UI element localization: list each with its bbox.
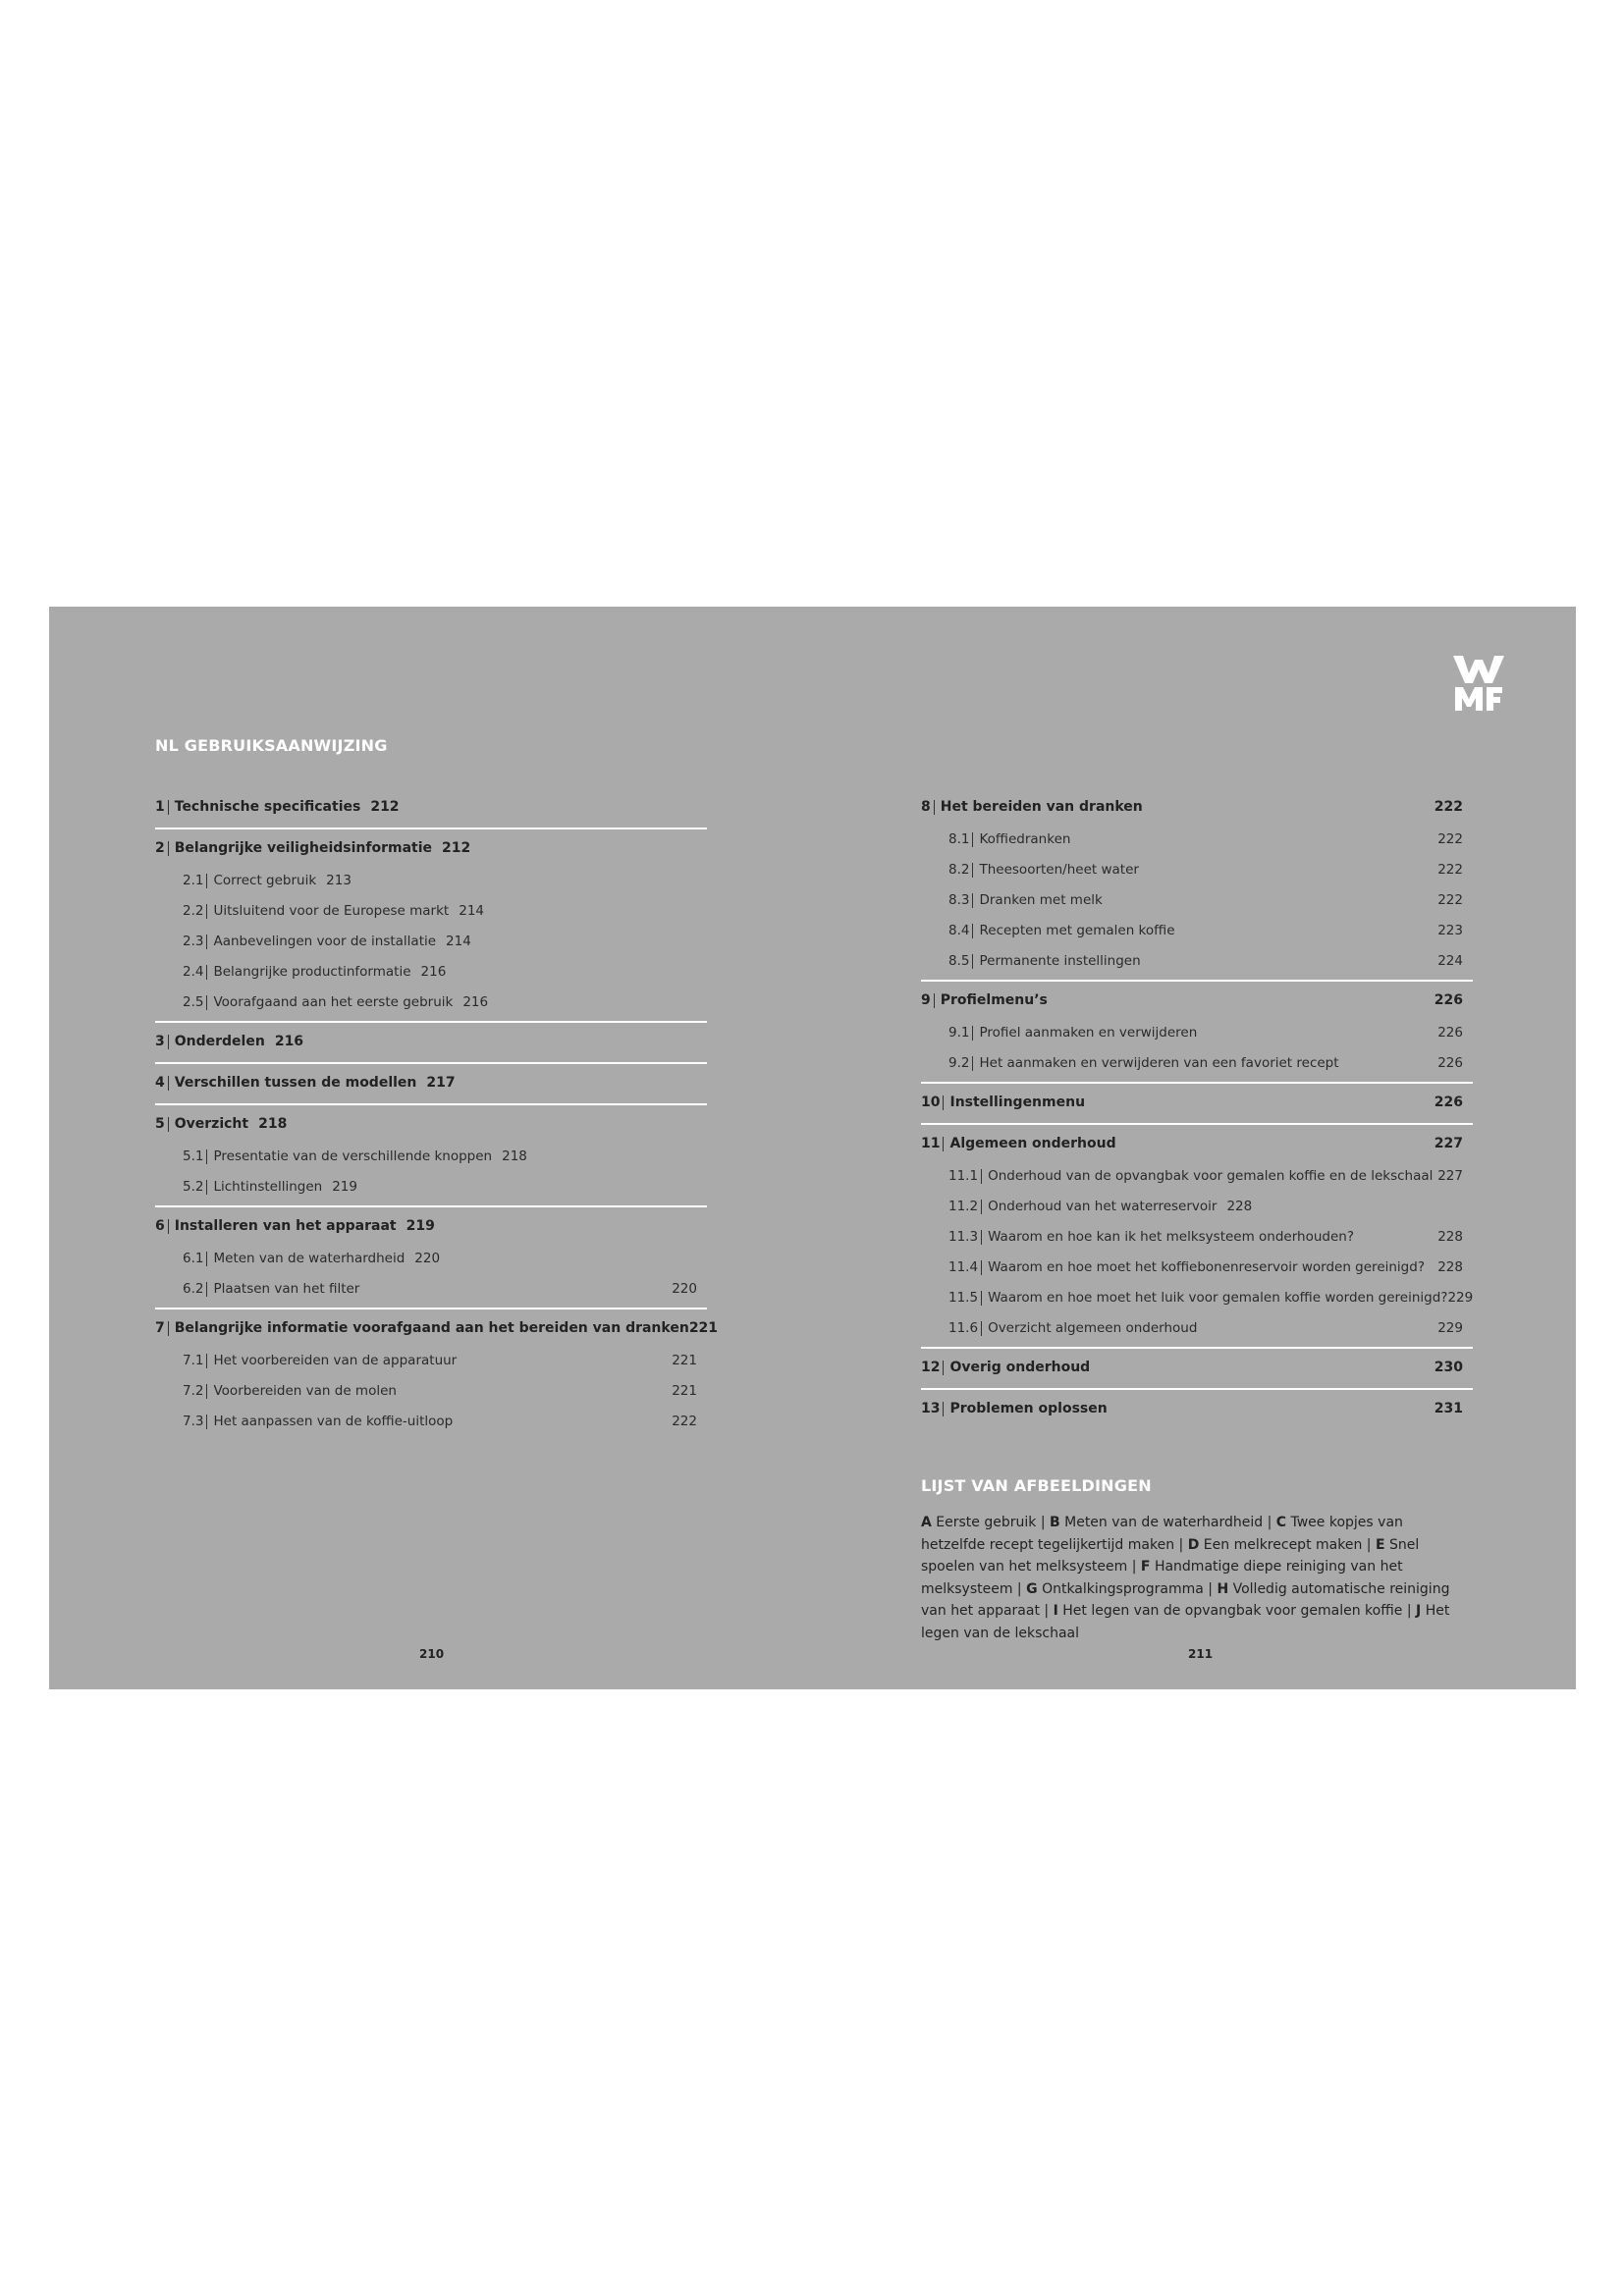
toc-entry-number: 9.2 — [948, 1055, 970, 1071]
toc-entry-left — [183, 927, 471, 957]
toc-entry-page: 213 — [326, 873, 352, 888]
toc-left-column — [155, 790, 719, 1437]
toc-entry-left — [183, 1244, 440, 1274]
section-divider — [155, 1205, 707, 1207]
figure-letter: I — [1053, 1603, 1058, 1619]
toc-entry-separator — [943, 1095, 944, 1110]
figure-title: Een melkrecept maken — [1203, 1536, 1363, 1553]
toc-entry-left — [183, 896, 484, 927]
toc-entry-page: 214 — [459, 903, 485, 919]
toc-section-entry[interactable] — [921, 1392, 1473, 1426]
toc-entry-title: Technische specificaties — [174, 799, 361, 815]
toc-entry-left — [948, 946, 1141, 977]
toc-entry-page: 218 — [258, 1116, 288, 1132]
toc-entry-separator — [206, 1282, 207, 1297]
toc-entry-page: 219 — [406, 1218, 435, 1234]
toc-entry-page: 228 — [1437, 1259, 1463, 1275]
toc-entry-title: Het voorbereiden van de apparatuur — [213, 1353, 458, 1368]
figure-letter: E — [1375, 1536, 1385, 1553]
toc-entry-title: Verschillen tussen de modellen — [174, 1075, 417, 1091]
toc-subsection-entry[interactable] — [155, 866, 707, 896]
toc-entry-page: 230 — [1434, 1360, 1463, 1375]
toc-subsection-entry[interactable] — [155, 896, 707, 927]
toc-entry-left — [183, 1142, 527, 1172]
toc-entry-separator — [934, 800, 935, 815]
toc-entry-title: Uitsluitend voor de Europese markt — [213, 903, 450, 919]
toc-entry-left — [948, 1018, 1197, 1048]
toc-entry-number: 8 — [921, 799, 931, 815]
toc-entry-page: 222 — [1437, 831, 1463, 847]
toc-entry-page: 224 — [1437, 953, 1463, 969]
figure-letter: J — [1416, 1603, 1422, 1619]
toc-entry-number: 10 — [921, 1095, 941, 1110]
toc-section-entry[interactable] — [155, 1066, 707, 1100]
toc-entry-separator — [972, 893, 973, 908]
section-divider — [155, 1062, 707, 1064]
toc-entry-left — [183, 1172, 357, 1202]
toc-entry-page: 222 — [1437, 862, 1463, 878]
toc-entry-number: 5.1 — [183, 1148, 204, 1164]
toc-subsection-entry[interactable] — [921, 855, 1473, 885]
toc-subsection-entry[interactable] — [921, 916, 1473, 946]
toc-entry-separator — [206, 934, 207, 949]
page-number-left: 210 — [419, 1647, 445, 1661]
toc-subsection-entry[interactable] — [155, 1172, 707, 1202]
toc-entry-separator — [972, 863, 973, 878]
toc-entry-separator — [934, 993, 935, 1008]
toc-entry-number: 6.1 — [183, 1251, 204, 1266]
toc-entry-title: Overzicht algemeen onderhoud — [988, 1320, 1198, 1336]
toc-subsection-entry[interactable] — [921, 1222, 1473, 1253]
toc-entry-title: Het aanmaken en verwijderen van een favoriet recept — [979, 1055, 1339, 1071]
toc-entry-title: Onderhoud van de opvangbak voor gemalen koffie en de lekschaal — [988, 1168, 1434, 1184]
toc-entry-number: 11.6 — [948, 1320, 979, 1336]
toc-entry-title: Voorafgaand aan het eerste gebruik — [213, 994, 454, 1010]
toc-entry-page: 227 — [1434, 1136, 1463, 1151]
toc-entry-page: 228 — [1226, 1199, 1253, 1214]
toc-subsection-entry[interactable] — [155, 1274, 707, 1305]
toc-entry-number: 4 — [155, 1075, 165, 1091]
figure-title: Twee kopjes van hetzelfde recept tegelijkertijd maken — [921, 1515, 1403, 1553]
toc-entry-left — [921, 1351, 1090, 1385]
toc-entry-left — [948, 1253, 1425, 1283]
section-divider — [921, 1347, 1473, 1349]
toc-entry-separator — [206, 1384, 207, 1399]
toc-entry-separator — [168, 800, 169, 815]
toc-entry-left — [921, 790, 1143, 825]
toc-entry-left — [921, 1392, 1108, 1426]
toc-entry-title: Overzicht — [174, 1116, 249, 1132]
toc-entry-title: Presentatie van de verschillende knoppen — [213, 1148, 493, 1164]
toc-entry-page: 214 — [446, 934, 471, 949]
toc-entry-left — [948, 1192, 1252, 1222]
toc-entry-title: Profielmenu’s — [940, 992, 1048, 1008]
toc-entry-title: Theesoorten/heet water — [979, 862, 1139, 878]
toc-entry-page: 227 — [1437, 1168, 1463, 1184]
toc-entry-title: Aanbevelingen voor de installatie — [213, 934, 437, 949]
toc-subsection-entry[interactable] — [921, 1313, 1473, 1344]
toc-entry-separator — [168, 1117, 169, 1132]
toc-entry-left — [948, 885, 1103, 916]
page-number-right: 211 — [1188, 1647, 1214, 1661]
toc-subsection-entry[interactable] — [921, 1192, 1473, 1222]
toc-entry-number: 11.1 — [948, 1168, 979, 1184]
toc-section-entry[interactable] — [155, 1025, 707, 1059]
figure-letter: G — [1026, 1580, 1038, 1597]
toc-entry-page: 223 — [1437, 923, 1463, 938]
toc-entry-separator — [981, 1260, 982, 1275]
toc-entry-number: 7.2 — [183, 1383, 204, 1399]
figure-title: Het legen van de opvangbak voor gemalen koffie — [1062, 1603, 1403, 1619]
toc-entry-page: 220 — [672, 1281, 697, 1297]
toc-entry-title: Onderdelen — [174, 1034, 265, 1049]
toc-entry-left — [921, 1086, 1085, 1120]
toc-entry-left — [183, 1376, 397, 1407]
toc-entry-separator — [206, 995, 207, 1010]
figure-title: Eerste gebruik — [936, 1515, 1037, 1530]
toc-entry-page: 222 — [1434, 799, 1463, 815]
toc-entry-title: Permanente instellingen — [979, 953, 1141, 969]
toc-entry-page: 226 — [1434, 992, 1463, 1008]
toc-entry-separator — [168, 1219, 169, 1234]
toc-section-entry[interactable] — [921, 790, 1473, 825]
toc-entry-left — [921, 984, 1048, 1018]
toc-entry-title: Recepten met gemalen koffie — [979, 923, 1175, 938]
toc-subsection-entry[interactable] — [155, 1142, 707, 1172]
toc-entry-separator — [981, 1321, 982, 1336]
toc-entry-page: 221 — [672, 1383, 697, 1399]
toc-entry-separator — [168, 1076, 169, 1091]
toc-entry-number: 11.5 — [948, 1290, 979, 1306]
section-divider — [155, 1021, 707, 1023]
toc-entry-separator — [972, 1056, 973, 1071]
toc-subsection-entry[interactable] — [921, 1048, 1473, 1079]
toc-entry-page: 222 — [672, 1414, 697, 1429]
section-divider — [921, 980, 1473, 982]
toc-subsection-entry[interactable] — [921, 946, 1473, 977]
toc-entry-left — [948, 1048, 1339, 1079]
toc-entry-separator — [206, 874, 207, 888]
toc-entry-title: Instellingenmenu — [949, 1095, 1086, 1110]
toc-entry-title: Lichtinstellingen — [213, 1179, 323, 1195]
toc-entry-page: 228 — [1437, 1229, 1463, 1245]
figure-letter: H — [1217, 1580, 1229, 1597]
toc-subsection-entry[interactable] — [155, 1407, 707, 1437]
toc-entry-separator — [206, 904, 207, 919]
toc-entry-title: Overig onderhoud — [949, 1360, 1091, 1375]
toc-entry-left — [155, 831, 470, 866]
toc-entry-number: 5 — [155, 1116, 165, 1132]
toc-entry-title: Installeren van het apparaat — [174, 1218, 397, 1234]
toc-entry-number: 7.3 — [183, 1414, 204, 1429]
toc-entry-page: 231 — [1434, 1401, 1463, 1416]
figures-list: A Eerste gebruik | B Meten van de waterhardheid | C Twee kopjes van hetzelfde recept tegelijkertijd maken | D Een melkrecept maken | E Snel spoelen van het melksysteem | F Handmatige diepe reiniging van het melksysteem | G Ontkalkingsprogramma | H Volledig automatische reiniging van het apparaat | I Het legen van de opvangbak voor gemalen koffie | J Het legen van de lekschaal — [921, 1515, 1450, 1641]
toc-subsection-entry[interactable] — [155, 988, 707, 1018]
toc-entry-page: 216 — [462, 994, 489, 1010]
toc-entry-page: 226 — [1434, 1095, 1463, 1110]
toc-entry-title: Waarom en hoe moet het koffiebonenreservoir worden gereinigd? — [988, 1259, 1425, 1275]
figure-title: Handmatige diepe reiniging van het melksysteem — [921, 1559, 1403, 1597]
toc-entry-left — [155, 1209, 435, 1244]
toc-entry-left — [948, 855, 1139, 885]
toc-entry-number: 13 — [921, 1401, 941, 1416]
toc-entry-title: Algemeen onderhoud — [949, 1136, 1116, 1151]
toc-subsection-entry[interactable] — [155, 1376, 707, 1407]
toc-entry-number: 2.1 — [183, 873, 204, 888]
toc-entry-number: 6 — [155, 1218, 165, 1234]
toc-right-column — [921, 790, 1473, 1426]
toc-subsection-entry[interactable] — [155, 927, 707, 957]
toc-entry-separator — [168, 1035, 169, 1049]
toc-entry-title: Onderhoud van het waterreservoir — [988, 1199, 1218, 1214]
toc-entry-left — [921, 1127, 1116, 1161]
toc-entry-page: 216 — [274, 1034, 304, 1049]
toc-entry-title: Belangrijke productinformatie — [213, 964, 411, 980]
toc-section-entry[interactable] — [921, 1127, 1473, 1161]
toc-entry-number: 11.4 — [948, 1259, 979, 1275]
toc-subsection-entry[interactable] — [921, 825, 1473, 855]
toc-entry-number: 2.3 — [183, 934, 204, 949]
toc-entry-separator — [206, 1252, 207, 1266]
toc-entry-number: 7.1 — [183, 1353, 204, 1368]
manual-heading: NL GEBRUIKSAANWIJZING — [155, 736, 388, 755]
toc-entry-title: Voorbereiden van de molen — [213, 1383, 397, 1399]
toc-entry-left — [183, 1274, 359, 1305]
figure-title: Meten van de waterhardheid — [1064, 1515, 1264, 1530]
section-divider — [921, 1123, 1473, 1125]
toc-entry-left — [948, 825, 1070, 855]
toc-section-entry[interactable] — [921, 984, 1473, 1018]
toc-entry-separator — [981, 1230, 982, 1245]
toc-entry-left — [948, 1222, 1354, 1253]
toc-entry-page: 226 — [1437, 1025, 1463, 1041]
toc-entry-separator — [206, 1415, 207, 1429]
toc-section-entry[interactable] — [921, 1086, 1473, 1120]
toc-entry-left — [183, 1346, 457, 1376]
toc-entry-number: 7 — [155, 1320, 165, 1336]
toc-section-entry[interactable] — [155, 1209, 707, 1244]
toc-entry-separator — [206, 1180, 207, 1195]
toc-entry-separator — [981, 1291, 982, 1306]
section-divider — [155, 828, 707, 829]
toc-entry-title: Correct gebruik — [213, 873, 317, 888]
figure-letter: C — [1275, 1515, 1287, 1530]
toc-subsection-entry[interactable] — [155, 1244, 707, 1274]
toc-entry-number: 6.2 — [183, 1281, 204, 1297]
toc-entry-page: 212 — [370, 799, 400, 815]
toc-entry-left — [155, 1107, 287, 1142]
toc-entry-separator — [972, 954, 973, 969]
toc-entry-page: 222 — [1437, 892, 1463, 908]
toc-entry-number: 8.5 — [948, 953, 970, 969]
toc-entry-number: 8.3 — [948, 892, 970, 908]
toc-entry-left — [155, 1066, 456, 1100]
section-divider — [155, 1308, 707, 1309]
toc-subsection-entry[interactable] — [921, 1018, 1473, 1048]
toc-entry-title: Problemen oplossen — [949, 1401, 1108, 1416]
toc-entry-left — [948, 916, 1175, 946]
toc-entry-page: 218 — [502, 1148, 527, 1164]
toc-entry-title: Meten van de waterhardheid — [213, 1251, 406, 1266]
figure-letter: B — [1050, 1515, 1060, 1530]
toc-entry-left — [155, 1025, 303, 1059]
toc-subsection-entry[interactable] — [921, 1283, 1473, 1313]
figure-title: Ontkalkingsprogramma — [1042, 1580, 1204, 1597]
section-divider — [921, 1388, 1473, 1390]
toc-entry-number: 2.5 — [183, 994, 204, 1010]
toc-entry-separator — [972, 924, 973, 938]
toc-entry-number: 11.2 — [948, 1199, 979, 1214]
toc-entry-number: 9 — [921, 992, 931, 1008]
toc-entry-separator — [943, 1361, 944, 1375]
toc-entry-page: 221 — [672, 1353, 697, 1368]
toc-entry-number: 5.2 — [183, 1179, 204, 1195]
toc-entry-title: Het aanpassen van de koffie-uitloop — [213, 1414, 454, 1429]
figure-letter: F — [1140, 1559, 1151, 1575]
manual-spread — [49, 607, 1576, 1689]
toc-section-entry[interactable] — [155, 1107, 707, 1142]
toc-subsection-entry[interactable] — [921, 1253, 1473, 1283]
toc-entry-title: Plaatsen van het filter — [213, 1281, 360, 1297]
figure-letter: A — [921, 1515, 932, 1530]
toc-entry-separator — [943, 1137, 944, 1151]
toc-entry-title: Koffiedranken — [979, 831, 1071, 847]
toc-section-entry[interactable] — [155, 831, 707, 866]
figure-title: Volledig automatische reiniging van het apparaat — [921, 1580, 1450, 1619]
toc-entry-separator — [943, 1402, 944, 1416]
section-divider — [921, 1082, 1473, 1084]
toc-entry-page: 212 — [442, 840, 471, 856]
wmf-logo-icon — [1451, 652, 1506, 715]
toc-entry-separator — [972, 832, 973, 847]
toc-entry-separator — [206, 965, 207, 980]
toc-entry-left — [155, 1311, 689, 1346]
toc-subsection-entry[interactable] — [155, 1346, 707, 1376]
toc-entry-number: 9.1 — [948, 1025, 970, 1041]
toc-entry-separator — [168, 841, 169, 856]
toc-entry-page: 229 — [1437, 1320, 1463, 1336]
toc-entry-separator — [972, 1026, 973, 1041]
toc-entry-left — [183, 1407, 453, 1437]
toc-entry-left — [183, 866, 352, 896]
toc-entry-title: Profiel aanmaken en verwijderen — [979, 1025, 1198, 1041]
toc-entry-separator — [981, 1169, 982, 1184]
toc-entry-number: 11 — [921, 1136, 941, 1151]
toc-entry-title: Waarom en hoe kan ik het melksysteem onderhouden? — [988, 1229, 1355, 1245]
toc-entry-title: Dranken met melk — [979, 892, 1103, 908]
toc-section-entry[interactable] — [155, 1311, 719, 1346]
toc-entry-number: 3 — [155, 1034, 165, 1049]
section-divider — [155, 1103, 707, 1105]
toc-entry-separator — [168, 1321, 169, 1336]
toc-entry-page: 217 — [426, 1075, 456, 1091]
toc-entry-page: 219 — [332, 1179, 357, 1195]
toc-entry-left — [155, 790, 400, 825]
toc-section-entry[interactable] — [921, 1351, 1473, 1385]
figure-letter: D — [1187, 1536, 1200, 1553]
toc-entry-page: 229 — [1447, 1290, 1474, 1306]
toc-section-entry[interactable] — [155, 790, 707, 825]
toc-entry-separator — [206, 1149, 207, 1164]
toc-entry-number: 2.2 — [183, 903, 204, 919]
toc-entry-number: 2 — [155, 840, 165, 856]
toc-entry-title: Belangrijke informatie voorafgaand aan het bereiden van dranken — [174, 1320, 689, 1336]
toc-entry-page: 216 — [420, 964, 447, 980]
toc-entry-page: 226 — [1437, 1055, 1463, 1071]
toc-subsection-entry[interactable] — [921, 885, 1473, 916]
toc-entry-left — [948, 1313, 1197, 1344]
toc-entry-number: 2.4 — [183, 964, 204, 980]
toc-subsection-entry[interactable] — [155, 957, 707, 988]
toc-entry-left — [948, 1283, 1447, 1313]
toc-entry-separator — [981, 1200, 982, 1214]
toc-entry-separator — [206, 1354, 207, 1368]
toc-subsection-entry[interactable] — [921, 1161, 1473, 1192]
figure-title: Het legen van de lekschaal — [921, 1603, 1450, 1641]
figure-title: Snel spoelen van het melksysteem — [921, 1536, 1420, 1575]
toc-entry-left — [183, 957, 446, 988]
toc-entry-number: 8.4 — [948, 923, 970, 938]
toc-entry-number: 11.3 — [948, 1229, 979, 1245]
figures-heading: LIJST VAN AFBEELDINGEN — [921, 1476, 1152, 1495]
toc-entry-number: 8.1 — [948, 831, 970, 847]
toc-entry-number: 8.2 — [948, 862, 970, 878]
toc-entry-title: Het bereiden van dranken — [940, 799, 1143, 815]
toc-entry-left — [948, 1161, 1433, 1192]
toc-entry-page: 221 — [688, 1320, 719, 1336]
toc-entry-number: 12 — [921, 1360, 941, 1375]
toc-entry-page: 220 — [414, 1251, 441, 1266]
toc-entry-title: Belangrijke veiligheidsinformatie — [174, 840, 433, 856]
toc-entry-number: 1 — [155, 799, 165, 815]
toc-entry-title: Waarom en hoe moet het luik voor gemalen koffie worden gereinigd? — [988, 1290, 1448, 1306]
toc-entry-left — [183, 988, 488, 1018]
